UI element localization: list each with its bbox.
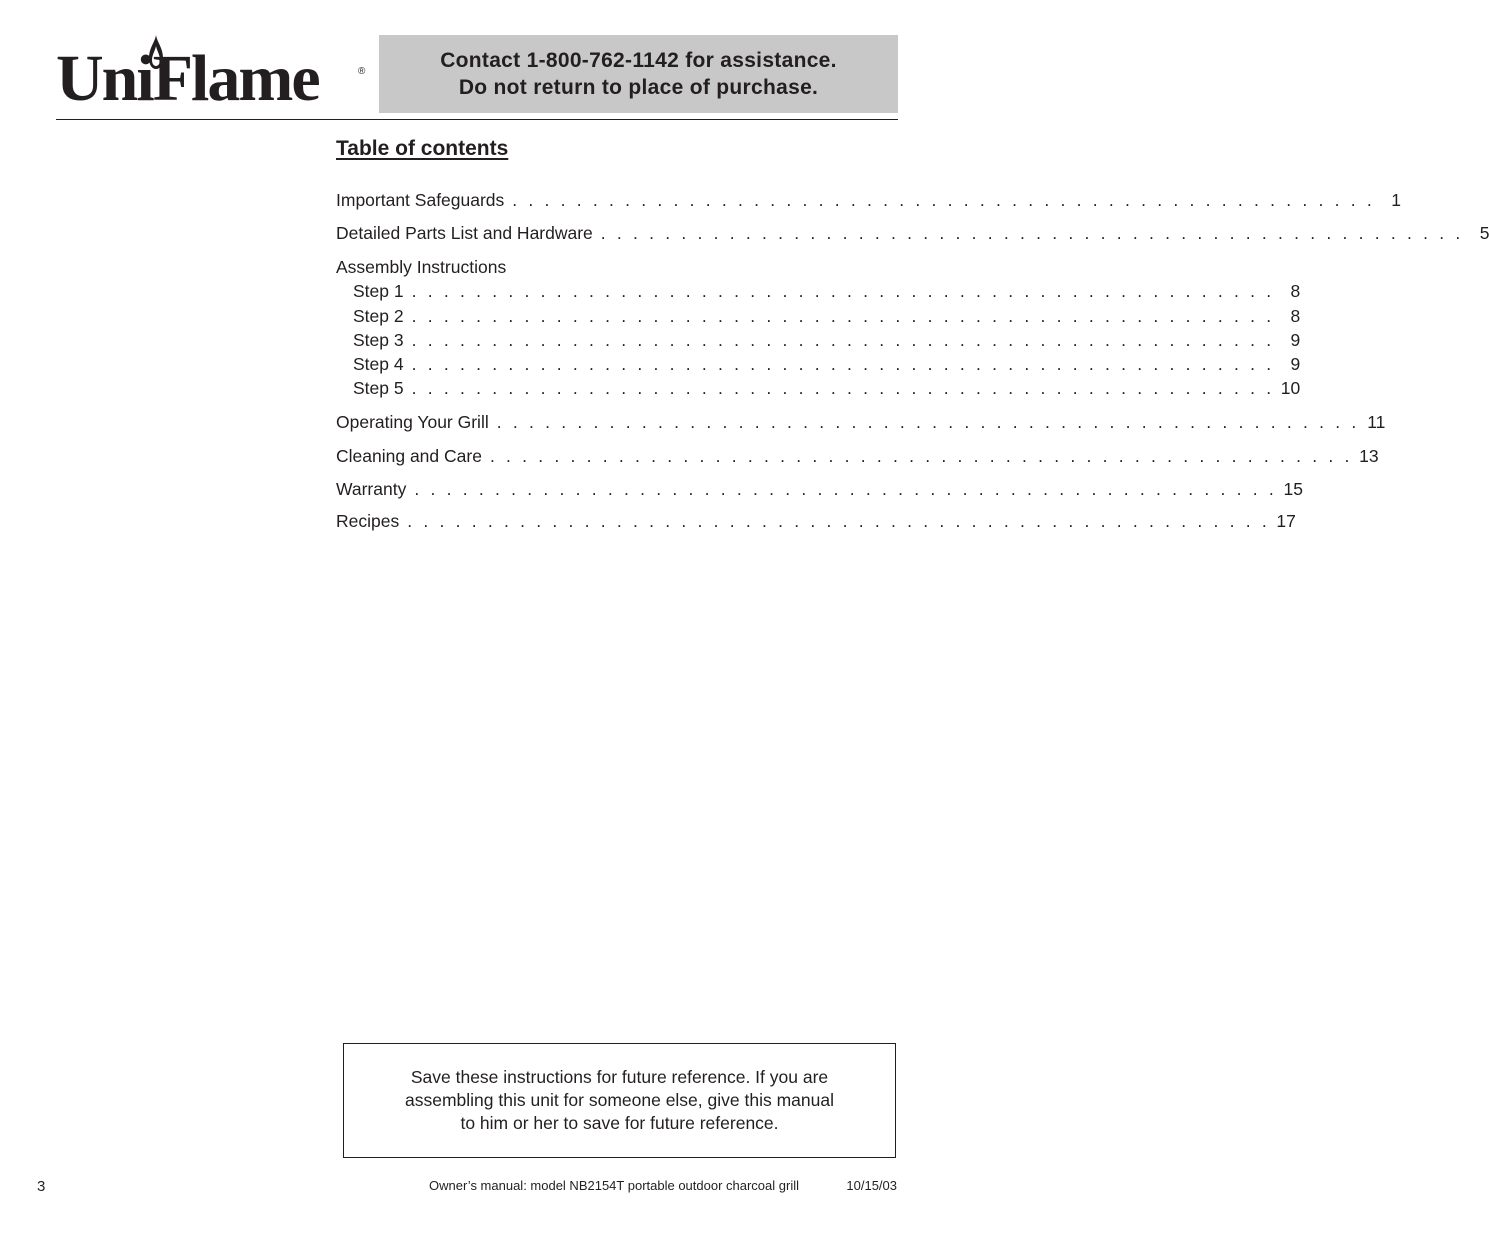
footer-manual-title: Owner’s manual: model NB2154T portable outdoor charcoal grill [429, 1178, 799, 1193]
toc-entry[interactable] [336, 222, 1489, 244]
toc-entry[interactable] [336, 478, 1303, 500]
notice-line: to him or her to save for future reference. [460, 1113, 779, 1133]
toc-leader-dots: . . . . . . . . . . . . . . . . . . . . . . . . . . . . . . . . . . . . . . . . . . . . . . . . . . . . . . [411, 306, 1275, 326]
toc-entry-label: Step 2 [353, 306, 404, 326]
toc-entry-page: 1 [1391, 190, 1401, 210]
toc-title: Table of contents [336, 137, 509, 160]
toc-entry-page: 9 [1290, 330, 1301, 350]
toc-entry[interactable] [336, 445, 1379, 467]
toc-entry-label: Detailed Parts List and Hardware [336, 223, 593, 243]
toc-entry-page: 8 [1290, 281, 1301, 301]
toc-leader-dots: . . . . . . . . . . . . . . . . . . . . . . . . . . . . . . . . . . . . . . . . . . . . . . . . . . . . . . [489, 446, 1353, 466]
toc-entry-label: Step 3 [353, 330, 404, 350]
contact-phone-line: Contact 1-800-762-1142 for assistance. [440, 49, 837, 72]
toc-entry-page: 5 [1479, 223, 1489, 243]
toc-entry-page: 17 [1276, 511, 1296, 531]
registered-mark: ® [358, 66, 366, 77]
page-number: 3 [37, 1178, 46, 1195]
return-notice-line: Do not return to place of purchase. [458, 76, 819, 99]
toc-entry[interactable] [336, 189, 1401, 211]
logo-wordmark: UniFlame [56, 42, 319, 115]
toc-entry-label: Recipes [336, 511, 400, 531]
toc-leader-dots: . . . . . . . . . . . . . . . . . . . . . . . . . . . . . . . . . . . . . . . . . . . . . . . . . . . . . . [414, 479, 1277, 499]
toc-entry-page: 8 [1290, 306, 1301, 326]
toc-entry-label: Operating Your Grill [336, 412, 489, 432]
save-instructions-notice [343, 1043, 896, 1158]
toc-leader-dots: . . . . . . . . . . . . . . . . . . . . . . . . . . . . . . . . . . . . . . . . . . . . . . . . . . . . . . [512, 190, 1375, 210]
toc-entry[interactable] [353, 305, 1301, 327]
uniflame-logo [56, 34, 376, 114]
toc-entry-label: Cleaning and Care [336, 446, 482, 466]
toc-entry-label: Important Safeguards [336, 190, 505, 210]
toc-entry[interactable] [336, 411, 1386, 433]
toc-entry-page: 10 [1280, 378, 1301, 398]
toc-entry[interactable] [353, 353, 1301, 375]
toc-entry-label: Step 1 [353, 281, 404, 301]
toc-leader-dots: . . . . . . . . . . . . . . . . . . . . . . . . . . . . . . . . . . . . . . . . . . . . . . . . . . . . . . [407, 511, 1270, 531]
header-divider [56, 119, 898, 120]
toc-entry[interactable] [353, 280, 1301, 302]
toc-entry-label: Step 5 [353, 378, 404, 398]
notice-line: assembling this unit for someone else, give this manual [405, 1090, 834, 1110]
toc-leader-dots: . . . . . . . . . . . . . . . . . . . . . . . . . . . . . . . . . . . . . . . . . . . . . . . . . . . . . . [411, 378, 1275, 398]
footer-date: 10/15/03 [846, 1178, 897, 1193]
toc-leader-dots: . . . . . . . . . . . . . . . . . . . . . . . . . . . . . . . . . . . . . . . . . . . . . . . . . . . . . . [411, 354, 1275, 374]
notice-line: Save these instructions for future reference. If you are [410, 1067, 829, 1087]
toc-entry-page: 11 [1367, 412, 1386, 432]
toc-entry-label: Step 4 [353, 354, 404, 374]
toc-leader-dots: . . . . . . . . . . . . . . . . . . . . . . . . . . . . . . . . . . . . . . . . . . . . . . . . . . . . . . [600, 223, 1464, 243]
contact-banner [379, 35, 898, 113]
toc-leader-dots: . . . . . . . . . . . . . . . . . . . . . . . . . . . . . . . . . . . . . . . . . . . . . . . . . . . . . . [496, 412, 1360, 432]
toc-entry-page: 15 [1283, 479, 1303, 499]
toc-leader-dots: . . . . . . . . . . . . . . . . . . . . . . . . . . . . . . . . . . . . . . . . . . . . . . . . . . . . . . [411, 281, 1275, 301]
toc-entry-page: 13 [1359, 446, 1379, 466]
toc-section-heading[interactable]: Assembly Instructions [336, 257, 507, 277]
toc-entry[interactable] [353, 377, 1301, 399]
toc-entry-page: 9 [1290, 354, 1301, 374]
toc-entry-label: Warranty [336, 479, 407, 499]
toc-entry[interactable] [336, 510, 1296, 532]
toc-leader-dots: . . . . . . . . . . . . . . . . . . . . . . . . . . . . . . . . . . . . . . . . . . . . . . . . . . . . . . [411, 330, 1275, 350]
toc-entry[interactable] [353, 329, 1301, 351]
